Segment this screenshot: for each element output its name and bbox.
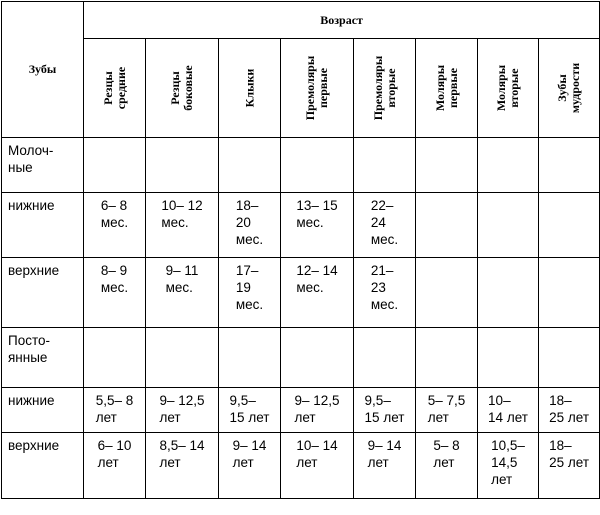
- table-cell: 18– 25 лет: [539, 433, 600, 499]
- table-cell: 5,5– 8 лет: [84, 388, 146, 433]
- table-cell: [146, 328, 219, 388]
- column-header-label: Резцы средние: [100, 66, 128, 110]
- table-cell: 18– 20 мес.: [219, 193, 281, 258]
- column-header: [354, 39, 416, 138]
- table-cell: [478, 258, 539, 328]
- table-cell: [354, 138, 416, 193]
- table-cell: 6– 8 мес.: [84, 193, 146, 258]
- table-cell: [416, 138, 478, 193]
- table-cell: 12– 14 мес.: [281, 258, 354, 328]
- teeth-header: Зубы: [2, 2, 84, 138]
- table-row: [2, 328, 600, 388]
- teeth-eruption-table: [1, 1, 600, 499]
- table-cell: [416, 193, 478, 258]
- table-cell: [539, 138, 600, 193]
- table-cell: [416, 258, 478, 328]
- table-cell: [146, 138, 219, 193]
- table-cell: [219, 328, 281, 388]
- table-cell: 9– 12,5 лет: [281, 388, 354, 433]
- table-cell: 17– 19 мес.: [219, 258, 281, 328]
- row-label: нижние: [2, 388, 84, 433]
- table-cell: [539, 328, 600, 388]
- table-cell: 5– 8 лет: [416, 433, 478, 499]
- table-cell: [539, 258, 600, 328]
- row-label: верхние: [2, 258, 84, 328]
- table-cell: 9– 12,5 лет: [146, 388, 219, 433]
- column-header-label: Моляры первые: [432, 64, 460, 112]
- table-cell: 10,5– 14,5 лет: [478, 433, 539, 499]
- table-cell: [281, 138, 354, 193]
- table-cell: 8,5– 14 лет: [146, 433, 219, 499]
- table-cell: 22– 24 мес.: [354, 193, 416, 258]
- row-label: Посто- янные: [2, 328, 84, 388]
- table-cell: [478, 328, 539, 388]
- column-header: [219, 39, 281, 138]
- table-row: [2, 388, 600, 433]
- table-cell: [416, 328, 478, 388]
- table-row: [2, 258, 600, 328]
- table-cell: 9– 11 мес.: [146, 258, 219, 328]
- table-row: [2, 193, 600, 258]
- column-header: [146, 39, 219, 138]
- row-label: верхние: [2, 433, 84, 499]
- column-header-label: Резцы боковые: [168, 65, 195, 111]
- age-header: Возраст: [84, 2, 600, 39]
- table-cell: [354, 328, 416, 388]
- table-cell: 13– 15 мес.: [281, 193, 354, 258]
- table-cell: 5– 7,5 лет: [416, 388, 478, 433]
- table-row: [2, 433, 600, 499]
- column-header: [478, 39, 539, 138]
- column-header: [416, 39, 478, 138]
- column-header-label: Клыки: [242, 68, 256, 108]
- table-cell: [219, 138, 281, 193]
- table-cell: 10– 14 лет: [281, 433, 354, 499]
- table-cell: 9– 14 лет: [219, 433, 281, 499]
- column-header: [281, 39, 354, 138]
- table-cell: 6– 10 лет: [84, 433, 146, 499]
- table-cell: 9,5– 15 лет: [354, 388, 416, 433]
- column-header: [539, 39, 600, 138]
- table-cell: [281, 328, 354, 388]
- table-cell: [84, 138, 146, 193]
- table-cell: 9,5– 15 лет: [219, 388, 281, 433]
- column-header-label: Моляры вторые: [494, 64, 521, 112]
- table-cell: 18– 25 лет: [539, 388, 600, 433]
- table-row: [2, 138, 600, 193]
- table-cell: 10– 14 лет: [478, 388, 539, 433]
- row-label: нижние: [2, 193, 84, 258]
- table-cell: [84, 328, 146, 388]
- table-cell: 10– 12 мес.: [146, 193, 219, 258]
- table-cell: 9– 14 лет: [354, 433, 416, 499]
- table-cell: [478, 193, 539, 258]
- column-header: [84, 39, 146, 138]
- table-cell: 8– 9 мес.: [84, 258, 146, 328]
- column-header-label: Зубы мудрости: [555, 62, 583, 114]
- column-header-label: Премоляры первые: [303, 55, 330, 121]
- table-cell: [478, 138, 539, 193]
- table-cell: [539, 193, 600, 258]
- table-cell: 21– 23 мес.: [354, 258, 416, 328]
- column-header-label: Премоляры вторые: [370, 55, 398, 121]
- row-label: Молоч- ные: [2, 138, 84, 193]
